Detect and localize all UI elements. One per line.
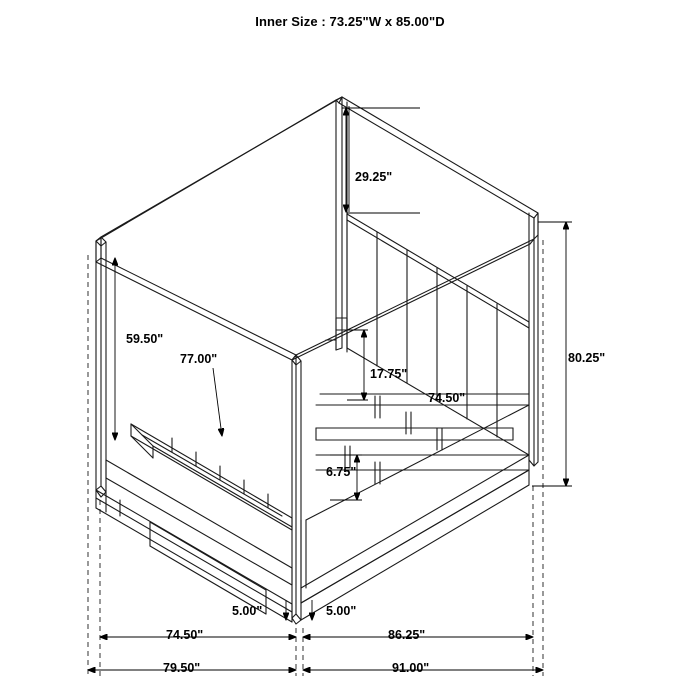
dimension-label-footboard-inner-length: 77.00"	[180, 352, 218, 366]
page-title: Inner Size : 73.25"W x 85.00"D	[255, 14, 445, 29]
dimension-label-right-foot-offset: 5.00"	[326, 604, 357, 618]
canopy-top-frame	[96, 97, 538, 360]
dimension-label-deck-clearance: 6.75"	[326, 465, 357, 479]
center-cross-support	[326, 318, 347, 350]
dimension-label-bottom-right-width: 86.25"	[388, 628, 426, 642]
dimension-label-bottom-left-width: 74.50"	[166, 628, 204, 642]
foot-rail-right	[301, 470, 529, 620]
dimension-label-left-foot-offset: 5.00"	[232, 604, 263, 618]
dimension-lines	[88, 106, 572, 676]
canopy-posts	[96, 97, 538, 624]
dimension-label-headboard-post-height: 59.50"	[126, 332, 164, 346]
dimension-label-side-rail-height: 17.75"	[370, 367, 408, 381]
dimension-label-canopy-post-height: 29.25"	[355, 170, 393, 184]
dimension-label-mattress-deck-length: 74.50"	[428, 391, 466, 405]
bed-frame	[106, 394, 529, 603]
dimension-label-overall-height-right: 80.25"	[568, 351, 606, 365]
dimension-label-overall-left-width: 79.50"	[163, 661, 201, 675]
dimension-label-overall-right-width: 91.00"	[392, 661, 430, 675]
